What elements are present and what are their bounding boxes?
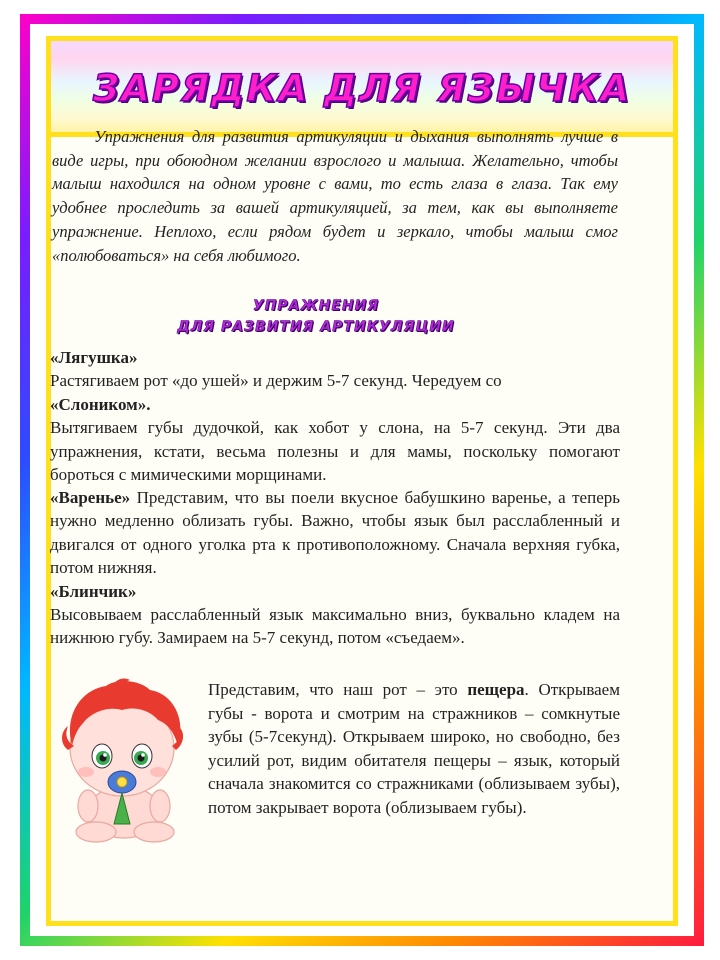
title-banner [51, 41, 673, 137]
baby-with-pacifier-icon [50, 676, 196, 844]
exercise-name-elephant: «Слоником». [50, 394, 151, 414]
exercise-name-frog: «Лягушка» [50, 348, 138, 367]
exercise-text-cave-rest: . Открываем губы - ворота и смотрим на стражников – сомкнутые зубы (5-7секунд). Открываем широко, но свободно, без усилий рот, видим обитателя пещеры – язык, который сначала знакомится со стражниками (облизываем зубы), потом закрывает ворота (облизываем губы). [208, 680, 620, 817]
exercise-frog-elephant [50, 346, 620, 486]
exercise-name-jam: «Варенье» [50, 488, 131, 507]
exercise-text-jam: Представим, что вы поели вкусное бабушкино варенье, а теперь нужно медленно облизать губы. Важно, чтобы язык был расслабленный и двигался от одного уголка рта к противоположному. Сначала верхняя губка, потом нижняя. [50, 488, 620, 578]
section-heading-line2: ДЛЯ РАЗВИТИЯ АРТИКУЛЯЦИИ [177, 319, 455, 335]
page-title: ЗАРЯДКА ДЛЯ ЯЗЫЧКА [92, 67, 632, 110]
intro-paragraph: Упражнения для развития артикуляции и дыхания выполнять лучше в виде игры, при обоюдном желании взрослого и малыша. Желательно, чтобы малыш находился на одном уровне с вами, то есть глаза в глаза. Так ему удобнее проследить за вашей артикуляцией, за тем, как вы выполняете упражнение. Неплохо, если рядом будет и зеркало, чтобы малыш смог «полюбоваться» на себя любимого. [52, 127, 618, 265]
exercise-cave-keyword: пещера [467, 680, 525, 699]
section-heading-line1: УПРАЖНЕНИЯ [252, 298, 380, 314]
exercise-name-pancake: «Блинчик» [50, 581, 137, 601]
exercise-jam-pancake [50, 486, 620, 650]
exercise-text-elephant: Вытягиваем губы дудочкой, как хобот у слона, на 5-7 секунд. Эти два упражнения, кстати, весьма полезны и для мамы, поскольку помогают бороться с мимическими морщинами. [50, 418, 620, 485]
exercise-text-cave-start: Представим, что наш рот – это [208, 680, 468, 699]
exercise-text-pancake: Высовываем расслабленный язык максимально вниз, буквально кладем на нижнюю губу. Замираем на 5-7 секунд, потом «съедаем». [50, 605, 620, 648]
exercise-text-frog: Растягиваем рот «до ушей» и держим 5-7 секунд. Чередуем со [50, 371, 502, 391]
exercise-cave [208, 678, 620, 820]
